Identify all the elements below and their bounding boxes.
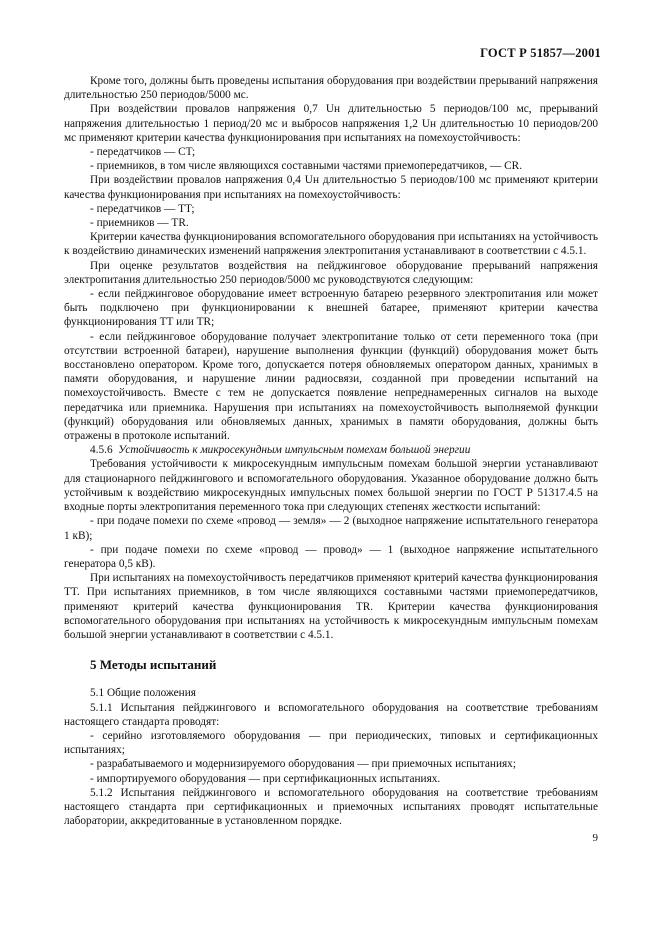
section-heading: 5 Методы испытаний: [90, 657, 217, 673]
list-item: - передатчиков — TT;: [90, 202, 195, 215]
paragraph: Критерии качества функционирования вспомогательного оборудования при испытаниях на устойчивость к воздействию динамических изменений напряжения электропитания устанавливают в соответствии с 4.5.1.: [64, 231, 598, 258]
list-item: - если пейджинговое оборудование получает электропитание только от сети переменного тока (при отсутствии встроенной батареи), нарушение выполнения функции (функций) оборудования может быть восстановлено оператором. Кроме того, допускается потеря обновляемых оператором данных, хранимых в памяти оборудования, и нарушение линии радиосвязи, созданной при проведении испытаний на помехоустойчивость. Вместе с тем не допускается появление непреднамеренных сигналов на выходе передатчика или приемника. Нарушения при испытаниях на помехоустойчивость выполняемой функции (функций) оборудования или обновляемых данных, хранимых в памяти оборудования, должны быть отражены в протоколе испытаний.: [64, 330, 598, 443]
list-item: - передатчиков — CT;: [90, 146, 196, 159]
paragraph: 5.1.1 Испытания пейджингового и вспомогательного оборудования на соответствие требованиям настоящего стандарта проводят:: [64, 701, 598, 728]
list-item: - импортируемого оборудования — при сертификационных испытаниях.: [90, 772, 441, 785]
paragraph: Требования устойчивости к микросекундным импульсным помехам большой энергии устанавливают для стационарного пейджингового и вспомогательного оборудования. Указанное оборудование должно быть устойчивым к воздействию микросекундных импульсных помех большой энергии по ГОСТ Р 51317.4.5 на входные порты электропитания переменного тока при следующих степенях жесткости испытаний:: [64, 458, 598, 514]
paragraph: При оценке результатов воздействия на пейджинговое оборудование прерываний напряжения электропитания длительностью 250 периодов/5000 мс руководствуются следующим:: [64, 259, 598, 286]
document-body: [64, 74, 598, 828]
list-item: - разрабатываемого и модернизируемого оборудования — при приемочных испытаниях;: [90, 758, 516, 771]
subsection-heading: 5.1 Общие положения: [90, 687, 196, 700]
list-item: - приемников, в том числе являющихся составными частями приемопередатчиков, — CR.: [90, 160, 523, 173]
paragraph: Кроме того, должны быть проведены испытания оборудования при воздействии прерываний напряжения длительностью 250 периодов/5000 мс.: [64, 75, 598, 102]
subsection-title: Устойчивость к микросекундным импульсным помехам большой энергии: [118, 444, 471, 457]
document-header: ГОСТ Р 51857—2001: [480, 46, 601, 60]
subsection-number: 4.5.6: [90, 444, 113, 457]
paragraph: При воздействии провалов напряжения 0,4 Uн длительностью 5 периодов/100 мс применяют критерии качества функционирования при испытаниях на помехоустойчивость:: [64, 174, 598, 201]
paragraph: При воздействии провалов напряжения 0,7 Uн длительностью 5 периодов/100 мс, прерываний напряжения длительностью 1 период/20 мс и выбросов напряжения 1,2 Uн длительностью 10 периодов/200 мс применяют критерии качества функционирования при испытаниях на помехоустойчивость:: [64, 103, 598, 144]
subsection-heading: [64, 443, 598, 457]
page-number: 9: [592, 832, 598, 844]
paragraph: 5.1.2 Испытания пейджингового и вспомогательного оборудования на соответствие требованиям настоящего стандарта при сертификационных и приемочных испытаниях проводят испытательные лаборатории, аккредитованные в установленном порядке.: [64, 786, 598, 828]
list-item: - при подаче помехи по схеме «провод — земля» — 2 (выходное напряжение испытательного генератора 1 кВ);: [64, 515, 598, 542]
list-item: - серийно изготовляемого оборудования — при периодических, типовых и сертификационных испытаниях;: [64, 729, 598, 757]
list-item: - если пейджинговое оборудование имеет встроенную батарею резервного электропитания или может быть подключено при функционировании к внешней батарее, применяют критерии качества функционирования TT или TR;: [64, 288, 598, 329]
list-item: - при подаче помехи по схеме «провод — провод» — 1 (выходное напряжение испытательного генератора 0,5 кВ).: [64, 543, 598, 570]
list-item: - приемников — TR.: [90, 217, 189, 230]
paragraph: При испытаниях на помехоустойчивость передатчиков применяют критерий качества функционирования TT. При испытаниях приемников, в том числе являющихся составными частями приемопередатчиков, применяют критерий качества функционирования TR. Критерии качества функционирования вспомогательного оборудования при испытаниях на устойчивость к микросекундным импульсным помехам большой энергии устанавливают в соответствии с 4.5.1.: [64, 572, 599, 641]
